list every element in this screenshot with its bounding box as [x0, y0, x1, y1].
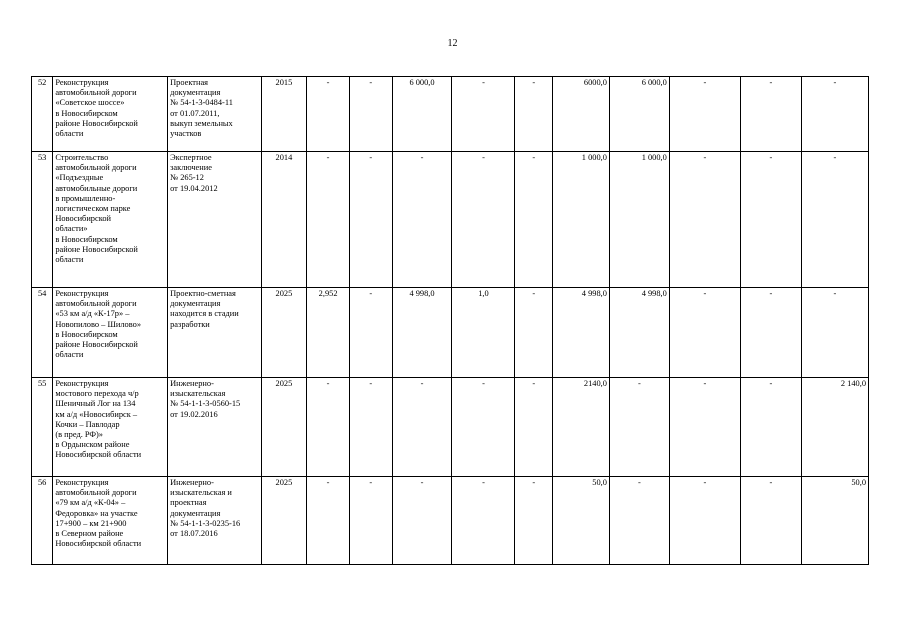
object-name-cell: Реконструкция мостового перехода ч/р Шеничный Лог на 134 км а/д «Новосибирск – Кочки – Павлодар (в пред. РФ)» в Ордынском районе Новосибирской области: [53, 378, 168, 477]
value-cell: -: [452, 477, 515, 565]
value-cell: -: [349, 288, 392, 378]
value-cell: 2 140,0: [801, 378, 868, 477]
value-cell: -: [609, 378, 669, 477]
value-cell: 1 000,0: [553, 152, 610, 288]
table-row: [32, 152, 869, 288]
value-cell: -: [452, 378, 515, 477]
value-cell: -: [349, 77, 392, 152]
value-cell: 2140,0: [553, 378, 610, 477]
value-cell: -: [740, 152, 801, 288]
document-cell: Инженерно- изыскательская и проектная документация № 54-1-1-3-0235-16 от 18.07.2016: [168, 477, 261, 565]
value-cell: -: [392, 152, 452, 288]
value-cell: 50,0: [553, 477, 610, 565]
value-cell: -: [349, 378, 392, 477]
value-cell: -: [669, 378, 740, 477]
document-cell: Проектная документация № 54-1-3-0484-11 от 01.07.2011, выкуп земельных участков: [168, 77, 261, 152]
value-cell: -: [740, 378, 801, 477]
value-cell: 2,952: [307, 288, 350, 378]
row-number-cell: 52: [32, 77, 53, 152]
table-row: [32, 77, 869, 152]
value-cell: 6000,0: [553, 77, 610, 152]
value-cell: -: [515, 477, 553, 565]
value-cell: -: [669, 152, 740, 288]
value-cell: -: [609, 477, 669, 565]
value-cell: -: [392, 378, 452, 477]
row-number-cell: 55: [32, 378, 53, 477]
value-cell: -: [452, 77, 515, 152]
value-cell: -: [515, 152, 553, 288]
value-cell: -: [669, 477, 740, 565]
value-cell: -: [515, 378, 553, 477]
object-name-cell: Реконструкция автомобильной дороги «79 км а/д «К-04» – Федоровка» на участке 17+900 – км 21+900 в Северном районе Новосибирской области: [53, 477, 168, 565]
value-cell: -: [452, 152, 515, 288]
document-cell: Проектно-сметная документация находится в стадии разработки: [168, 288, 261, 378]
year-cell: 2025: [261, 378, 307, 477]
road-projects-table: [31, 76, 869, 565]
value-cell: -: [740, 77, 801, 152]
value-cell: -: [392, 477, 452, 565]
table-body: [32, 77, 869, 565]
object-name-cell: Строительство автомобильной дороги «Подъездные автомобильные дороги в промышленно- логистическом парке Новосибирской области» в Новосибирском районе Новосибирской области: [53, 152, 168, 288]
table-row: [32, 477, 869, 565]
value-cell: -: [740, 477, 801, 565]
value-cell: -: [515, 77, 553, 152]
value-cell: -: [307, 378, 350, 477]
value-cell: -: [307, 77, 350, 152]
year-cell: 2014: [261, 152, 307, 288]
row-number-cell: 56: [32, 477, 53, 565]
table-row: [32, 288, 869, 378]
year-cell: 2025: [261, 477, 307, 565]
object-name-cell: Реконструкция автомобильной дороги «53 км а/д «К-17р» – Новопилово – Шилово» в Новосибирском районе Новосибирской области: [53, 288, 168, 378]
value-cell: -: [669, 288, 740, 378]
value-cell: 4 998,0: [392, 288, 452, 378]
value-cell: -: [740, 288, 801, 378]
object-name-cell: Реконструкция автомобильной дороги «Советское шоссе» в Новосибирском районе Новосибирской области: [53, 77, 168, 152]
value-cell: -: [669, 77, 740, 152]
page-number: 12: [447, 38, 458, 49]
year-cell: 2025: [261, 288, 307, 378]
value-cell: 1,0: [452, 288, 515, 378]
value-cell: -: [515, 288, 553, 378]
value-cell: -: [307, 152, 350, 288]
value-cell: 6 000,0: [609, 77, 669, 152]
value-cell: -: [801, 288, 868, 378]
row-number-cell: 53: [32, 152, 53, 288]
value-cell: -: [307, 477, 350, 565]
table-row: [32, 378, 869, 477]
value-cell: -: [801, 77, 868, 152]
value-cell: 50,0: [801, 477, 868, 565]
year-cell: 2015: [261, 77, 307, 152]
document-cell: Инженерно- изыскательская № 54-1-1-3-0560-15 от 19.02.2016: [168, 378, 261, 477]
document-cell: Экспертное заключение № 265-12 от 19.04.2012: [168, 152, 261, 288]
value-cell: 4 998,0: [553, 288, 610, 378]
value-cell: 4 998,0: [609, 288, 669, 378]
value-cell: 6 000,0: [392, 77, 452, 152]
value-cell: 1 000,0: [609, 152, 669, 288]
row-number-cell: 54: [32, 288, 53, 378]
value-cell: -: [801, 152, 868, 288]
value-cell: -: [349, 477, 392, 565]
value-cell: -: [349, 152, 392, 288]
